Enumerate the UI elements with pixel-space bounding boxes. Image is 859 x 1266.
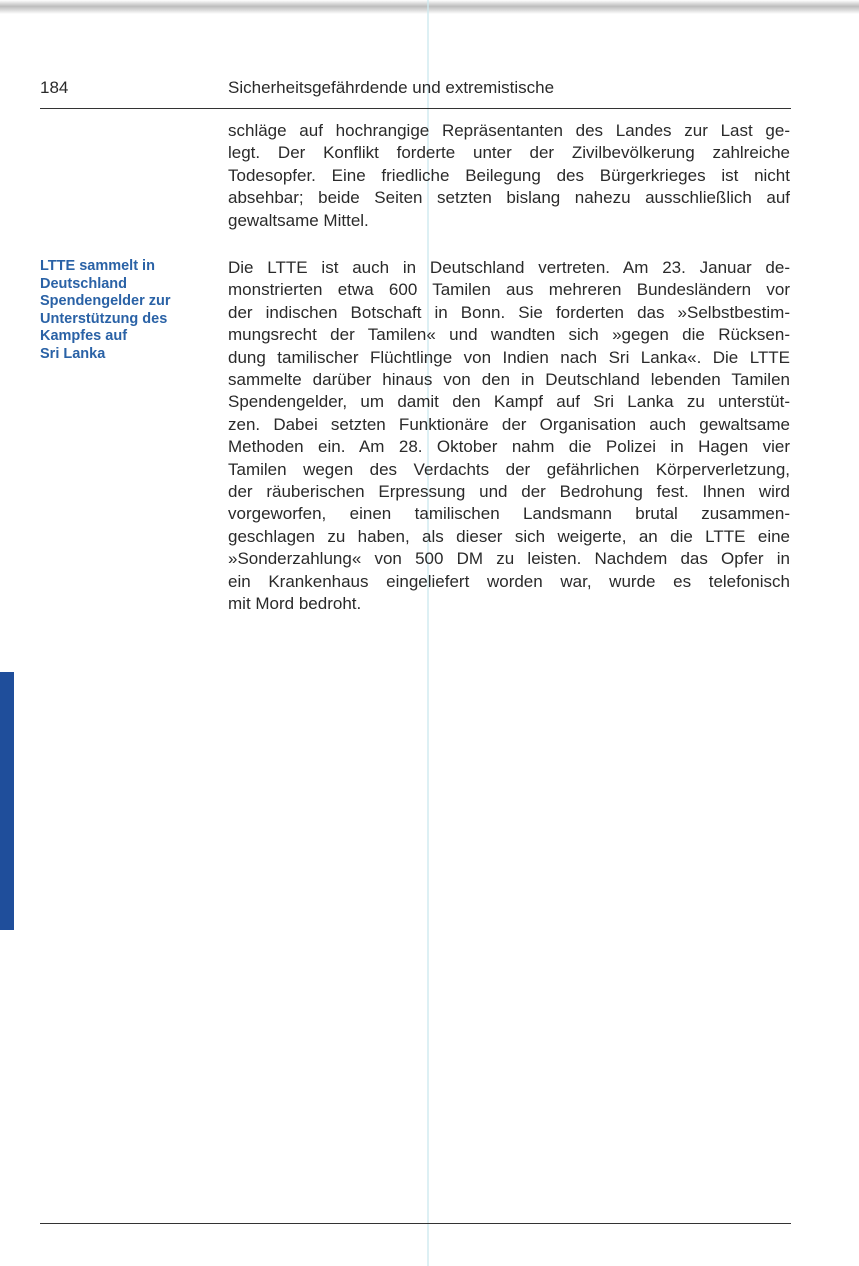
text-line: Todesopfer. Eine friedliche Beilegung des Bürgerkrieges ist nicht xyxy=(228,165,790,185)
margin-note-line: Kampfes auf xyxy=(40,328,128,344)
text-line: schläge auf hochrangige Repräsentanten des Landes zur Last ge- xyxy=(228,121,790,140)
text-line: vorgeworfen, einen tamilischen Landsmann brutal zusammen- xyxy=(228,504,790,524)
text-line: legt. Der Konflikt forderte unter der Zivilbevölkerung zahlreiche xyxy=(228,143,790,163)
paragraph-1 xyxy=(228,120,790,232)
running-title: Sicherheitsgefährdende und extremistische xyxy=(228,78,555,97)
text-line: absehbar; beide Seiten setzten bislang nahezu ausschließlich auf xyxy=(228,188,790,208)
text-line: mit Mord bedroht. xyxy=(228,594,362,614)
text-line: gewaltsame Mittel. xyxy=(228,210,369,230)
text-line: der indischen Botschaft in Bonn. Sie forderten das »Selbstbestim- xyxy=(228,302,790,322)
margin-note-line: LTTE sammelt in xyxy=(40,258,155,274)
header-rule xyxy=(40,108,791,109)
text-line: sammelte darüber hinaus von den in Deutschland lebenden Tamilen xyxy=(228,370,790,390)
margin-note xyxy=(40,258,215,363)
text-line: Tamilen wegen des Verdachts der gefährlichen Körperverletzung, xyxy=(228,459,790,479)
margin-note-line: Unterstützung des xyxy=(40,310,168,327)
margin-note-line: Sri Lanka xyxy=(40,345,106,362)
text-line: dung tamilischer Flüchtlinge von Indien nach Sri Lanka«. Die LTTE xyxy=(228,347,790,367)
margin-note-line: Spendengelder zur xyxy=(40,293,171,309)
text-line: der räuberischen Erpressung und der Bedrohung fest. Ihnen wird xyxy=(228,482,790,502)
margin-note-line: Deutschland xyxy=(40,275,128,292)
text-line: Die LTTE ist auch in Deutschland vertreten. Am 23. Januar de- xyxy=(228,258,790,277)
paragraph-2 xyxy=(228,257,790,616)
footer-rule xyxy=(40,1223,791,1224)
scan-edge-shadow xyxy=(0,0,859,14)
text-line: zen. Dabei setzten Funktionäre der Organisation auch gewaltsame xyxy=(228,414,790,434)
page-number: 184 xyxy=(40,78,69,97)
text-line: »Sonderzahlung« von 500 DM zu leisten. Nachdem das Opfer in xyxy=(228,549,790,569)
chapter-thumb-tab xyxy=(0,672,14,930)
text-line: mungsrecht der Tamilen« und wandten sich »gegen die Rücksen- xyxy=(228,325,790,345)
text-line: Spendengelder, um damit den Kampf auf Sri Lanka zu unterstüt- xyxy=(228,392,790,412)
text-line: ein Krankenhaus eingeliefert worden war, wurde es telefonisch xyxy=(228,571,790,591)
text-line: Methoden ein. Am 28. Oktober nahm die Polizei in Hagen vier xyxy=(228,437,790,457)
text-line: monstrierten etwa 600 Tamilen aus mehreren Bundesländern vor xyxy=(228,280,790,300)
text-line: geschlagen zu haben, als dieser sich weigerte, an die LTTE eine xyxy=(228,526,790,546)
